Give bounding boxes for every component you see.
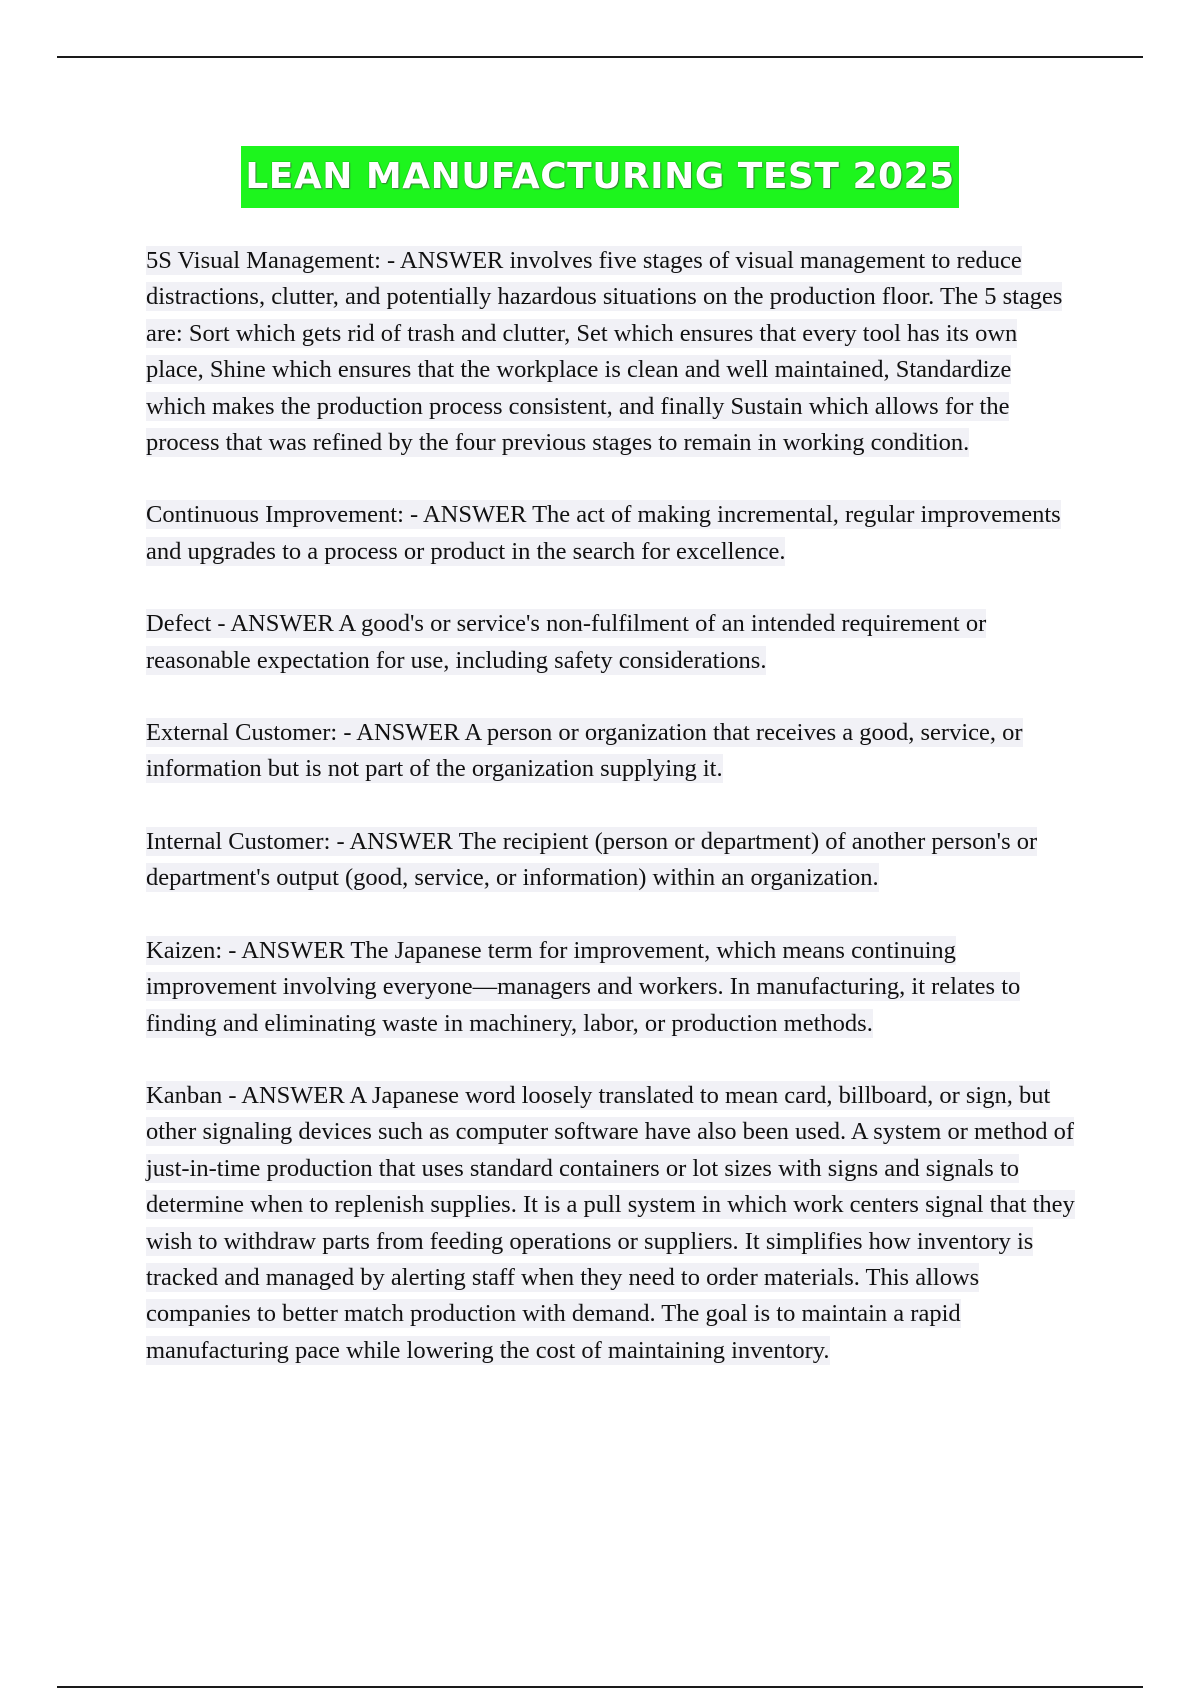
- qa-entry-internal-customer: [146, 824, 1076, 897]
- qa-entry-text: Continuous Improvement: - ANSWER The act of making incremental, regular improvements and upgrades to a process or product in the search for excellence.: [146, 501, 1061, 565]
- qa-entry-text: Kanban - ANSWER A Japanese word loosely translated to mean card, billboard, or sign, but other signaling devices such as computer software have also been used. A system or method of just-in-time production that uses standard containers or lot sizes with signs and signals to determine when to replenish supplies. It is a pull system in which work centers signal that they wish to withdraw parts from feeding operations or suppliers. It simplifies how inventory is tracked and managed by alerting staff when they need to order materials. This allows companies to better match production with demand. The goal is to maintain a rapid manufacturing pace while lowering the cost of maintaining inventory.: [146, 1081, 1075, 1364]
- title-container: [0, 146, 1200, 208]
- document-title: LEAN MANUFACTURING TEST 2025: [241, 146, 958, 208]
- qa-entry-text: 5S Visual Management: - ANSWER involves five stages of visual management to reduce distractions, clutter, and potentially hazardous situations on the production floor. The 5 stages are: Sort which gets rid of trash and clutter, Set which ensures that every tool has its own place, Shine which ensures that the workplace is clean and well maintained, Standardize which makes the production process consistent, and finally Sustain which allows for the process that was refined by the four previous stages to remain in working condition.: [146, 247, 1063, 457]
- top-divider: [57, 56, 1143, 58]
- qa-entry-text: External Customer: - ANSWER A person or organization that receives a good, service, or information but is not part of the organization supplying it.: [146, 719, 1023, 783]
- qa-entry-text: Internal Customer: - ANSWER The recipient (person or department) of another person's or department's output (good, service, or information) within an organization.: [146, 827, 1038, 892]
- qa-entry-text: Kaizen: - ANSWER The Japanese term for improvement, which means continuing improvement involving everyone—managers and workers. In manufacturing, it relates to finding and eliminating waste in machinery, labor, or production methods.: [146, 936, 1021, 1037]
- bottom-divider: [57, 1686, 1143, 1688]
- qa-content: [146, 243, 1076, 1405]
- qa-entry-continuous-improvement: [146, 497, 1076, 570]
- qa-entry-kanban: [146, 1078, 1076, 1369]
- qa-entry-text: Defect - ANSWER A good's or service's non-fulfilment of an intended requirement or reasonable expectation for use, including safety considerations.: [146, 610, 987, 674]
- qa-entry-kaizen: [146, 933, 1076, 1042]
- qa-entry-external-customer: [146, 715, 1076, 788]
- qa-entry-5s-visual-management: [146, 243, 1076, 461]
- qa-entry-defect: [146, 606, 1076, 679]
